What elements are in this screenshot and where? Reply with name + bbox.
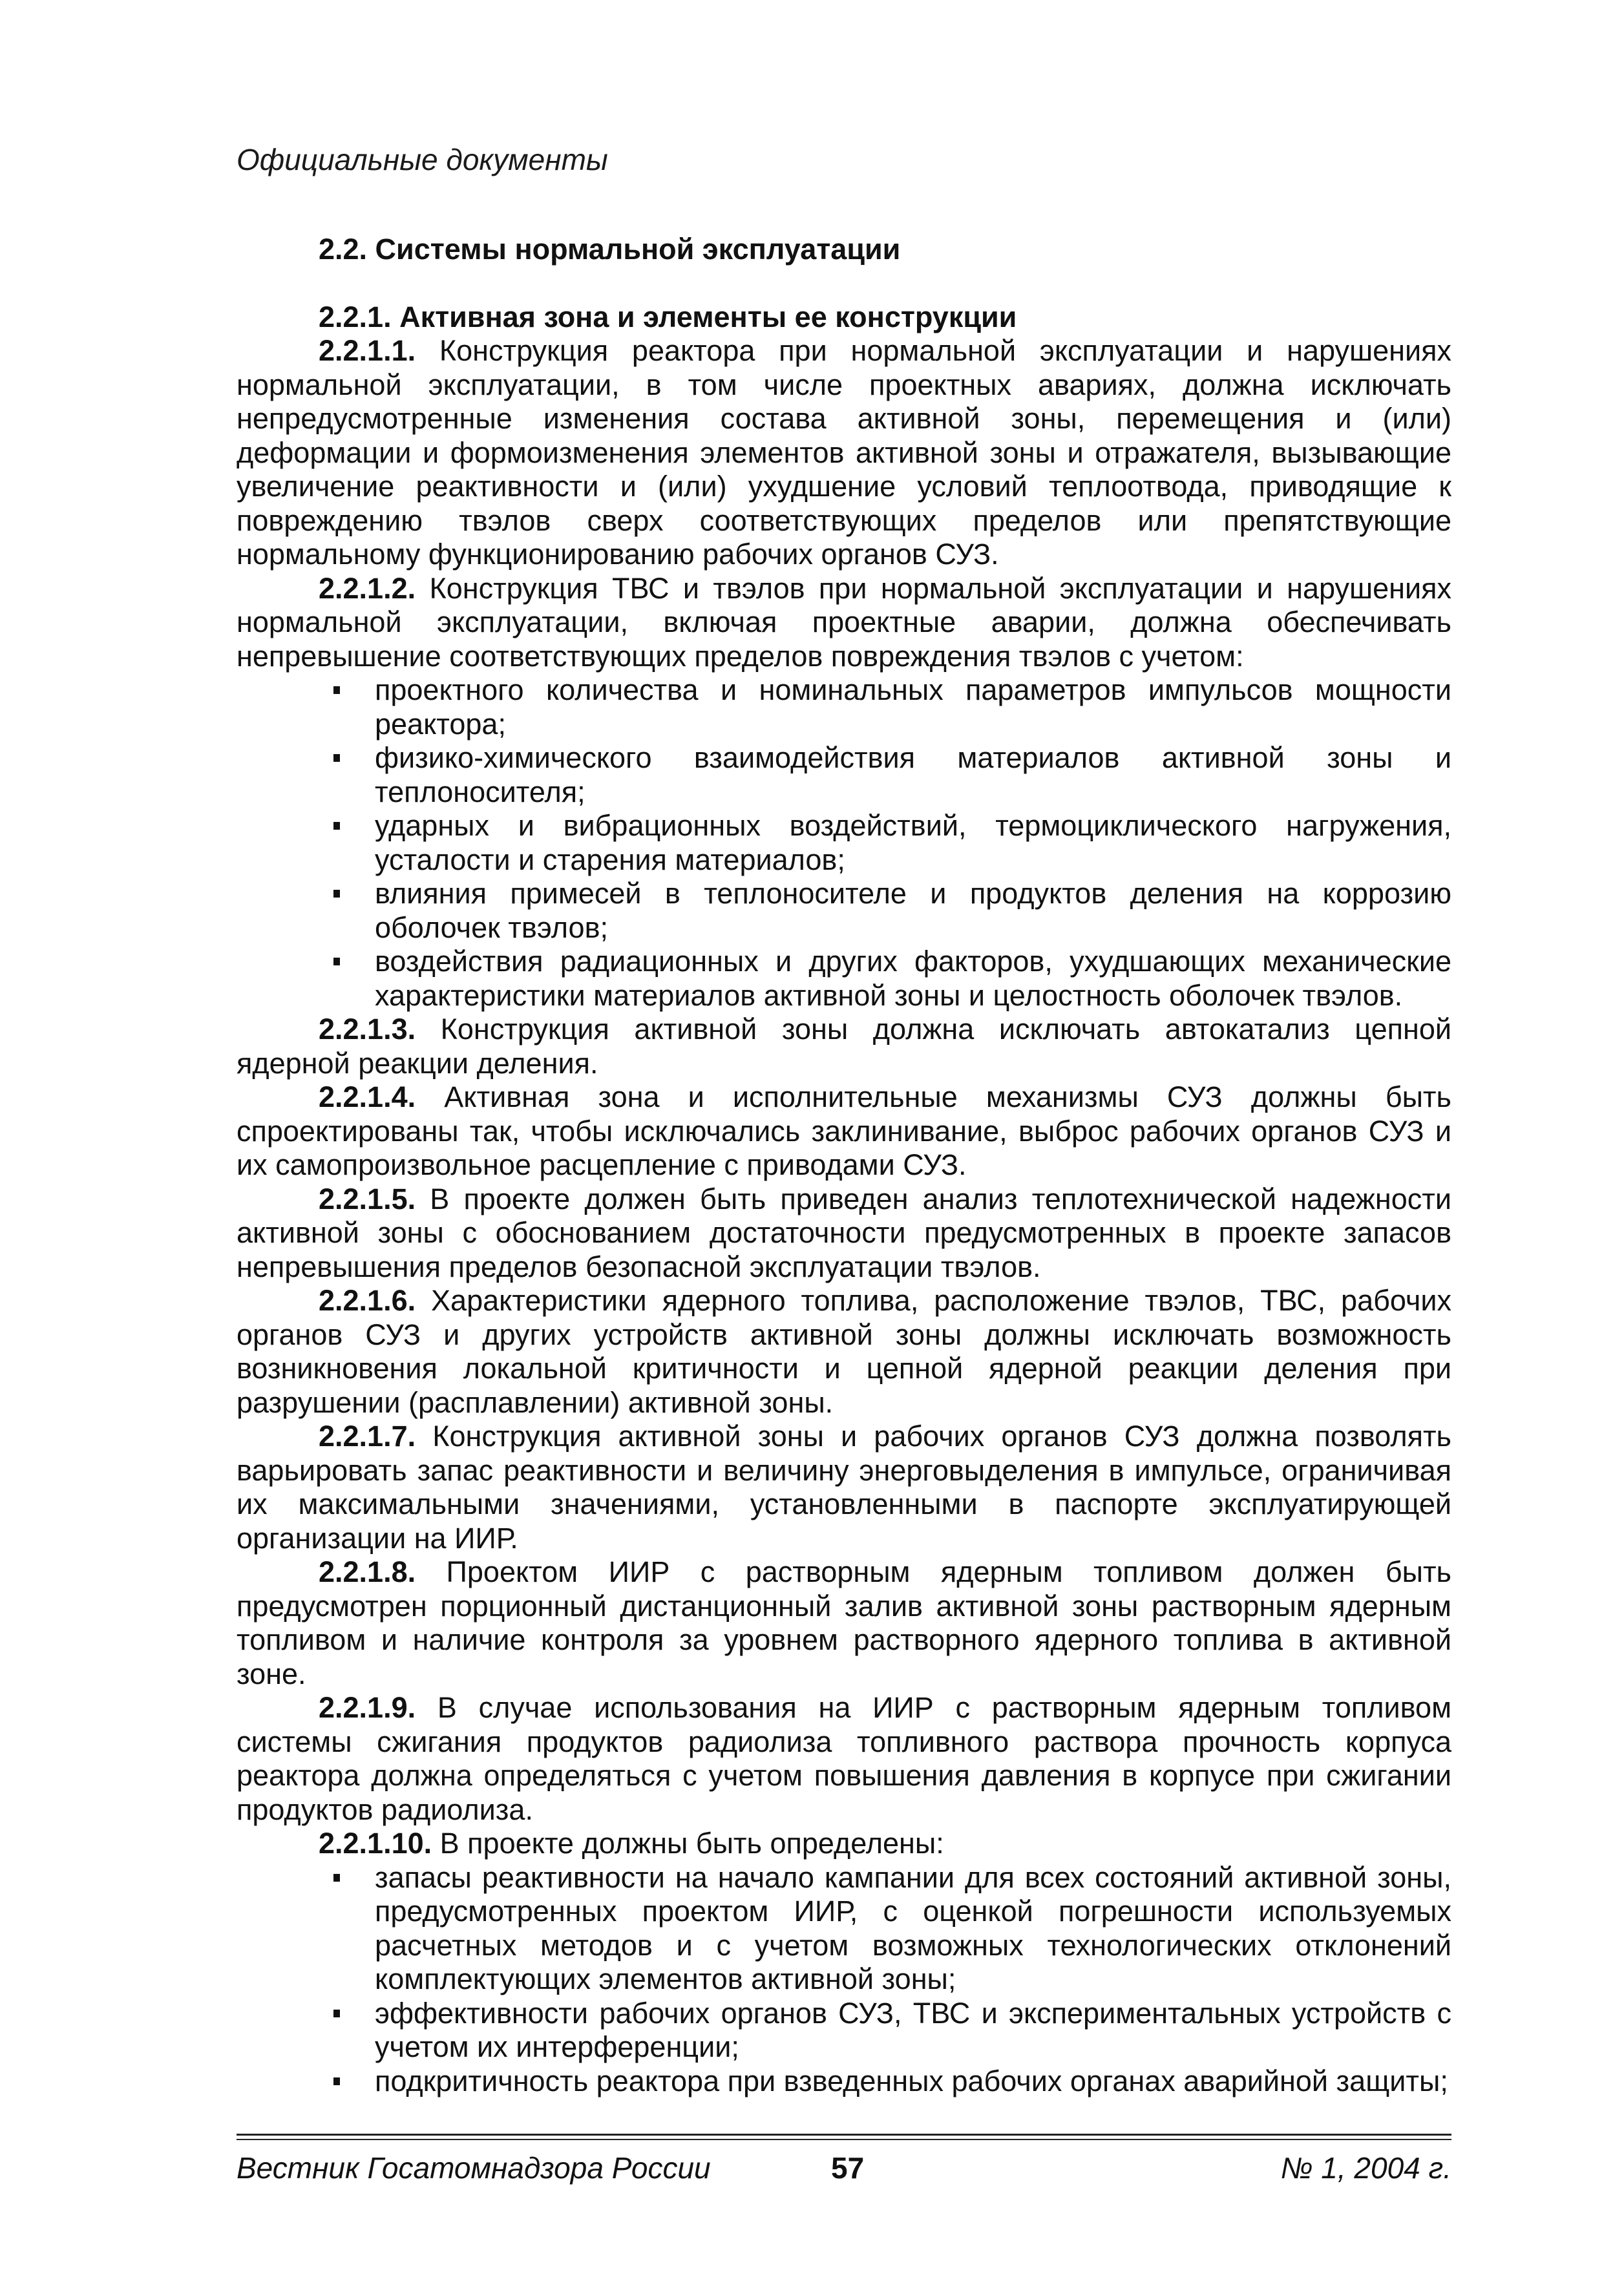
paragraph-number: 2.2.1.4. — [319, 1080, 416, 1113]
list-item: воздействия радиационных и других факторов, ухудшающих механические характеристики материалов активной зоны и целостность оболочек твэлов. — [237, 945, 1451, 1013]
paragraph-text: Конструкция активной зоны должна исключать автокатализ цепной ядерной реакции деления. — [237, 1013, 1451, 1080]
list-item: эффективности рабочих органов СУЗ, ТВС и экспериментальных устройств с учетом их интерференции; — [237, 1997, 1451, 2065]
bullet-icon — [333, 822, 340, 830]
footer-divider — [237, 2134, 1451, 2140]
paragraph-number: 2.2.1.8. — [319, 1555, 416, 1588]
bullet-icon — [333, 2010, 340, 2017]
list-item: запасы реактивности на начало кампании для всех состояний активной зоны, предусмотренных проектом ИИР, с оценкой погрешности используемых расчетных методов и с учетом возможных технологических отклонений комплектующих элементов активной зоны; — [237, 1861, 1451, 1997]
paragraph-number: 2.2.1.5. — [319, 1182, 416, 1215]
paragraph-number: 2.2.1.9. — [319, 1691, 416, 1724]
paragraph-2-2-1-3 — [237, 1013, 1451, 1080]
paragraph-2-2-1-10 — [237, 1827, 1451, 1861]
paragraph-2-2-1-1 — [237, 334, 1451, 572]
running-header: Официальные документы — [237, 143, 608, 176]
paragraph-text: Конструкция ТВС и твэлов при нормальной эксплуатации и нарушениях нормальной эксплуатации, включая проектные аварии, должна обеспечивать непревышение соответствующих пределов повреждения твэлов с учетом: — [237, 571, 1451, 673]
paragraph-2-2-1-5 — [237, 1183, 1451, 1285]
bullet-icon — [333, 890, 340, 898]
bullet-icon — [333, 958, 340, 965]
paragraph-text: Проектом ИИР с растворным ядерным топливом должен быть предусмотрен порционный дистанционный залив активной зоны растворным ядерным топливом и наличие контроля за уровнем растворного ядерного топлива в активной зоне. — [237, 1555, 1451, 1690]
paragraph-number: 2.2.1.3. — [319, 1013, 416, 1046]
paragraph-2-2-1-4 — [237, 1080, 1451, 1183]
paragraph-text: Характеристики ядерного топлива, расположение твэлов, ТВС, рабочих органов СУЗ и других устройств активной зоны должны исключать возможность возникновения локальной критичности и цепной ядерной реакции деления при разрушении (расплавлении) активной зоны. — [237, 1284, 1451, 1419]
paragraph-number: 2.2.1.6. — [319, 1284, 416, 1317]
paragraph-2-2-1-8 — [237, 1555, 1451, 1691]
paragraph-text: В проекте должен быть приведен анализ теплотехнической надежности активной зоны с обоснованием достаточности предусмотренных в проекте запасов непревышения пределов безопасной эксплуатации твэлов. — [237, 1182, 1451, 1283]
list-item: проектного количества и номинальных параметров импульсов мощности реактора; — [237, 673, 1451, 741]
issue-number: № 1, 2004 г. — [1280, 2151, 1451, 2185]
paragraph-2-2-1-2 — [237, 572, 1451, 674]
paragraph-text: Конструкция активной зоны и рабочих органов СУЗ должна позволять варьировать запас реактивности и величину энерговыделения в импульсе, ограничивая их максимальными значениями, установленными в паспорте эксплуатирующей организации на ИИР. — [237, 1420, 1451, 1555]
paragraph-text: Конструкция реактора при нормальной эксплуатации и нарушениях нормальной эксплуатации, в том числе проектных авариях, должна исключать непредусмотренные изменения состава активной зоны, перемещения и (или) деформации и формоизменения элементов активной зоны и отражателя, вызывающие увеличение реактивности и (или) ухудшение условий теплоотвода, приводящие к повреждению твэлов сверх соответствующих пределов или препятствующие нормальному функционированию рабочих органов СУЗ. — [237, 334, 1451, 571]
bullet-icon — [333, 686, 340, 694]
bullet-list-2-2-1-2 — [237, 673, 1451, 1013]
paragraph-text: В случае использования на ИИР с растворным ядерным топливом системы сжигания продуктов радиолиза топливного раствора прочность корпуса реактора должна определяться с учетом повышения давления в корпусе при сжигании продуктов радиолиза. — [237, 1691, 1451, 1826]
page-number: 57 — [831, 2151, 865, 2185]
paragraph-number: 2.2.1.1. — [319, 334, 416, 367]
bullet-icon — [333, 1874, 340, 1882]
paragraph-2-2-1-7 — [237, 1420, 1451, 1555]
journal-title: Вестник Госатомнадзора России — [237, 2151, 711, 2185]
paragraph-number: 2.2.1.2. — [319, 571, 416, 605]
bullet-icon — [333, 754, 340, 762]
bullet-icon — [333, 2077, 340, 2085]
page-footer — [237, 2150, 1451, 2189]
paragraph-2-2-1-9 — [237, 1691, 1451, 1827]
list-item: ударных и вибрационных воздействий, термоциклического нагружения, усталости и старения материалов; — [237, 809, 1451, 877]
paragraph-text: Активная зона и исполнительные механизмы СУЗ должны быть спроектированы так, чтобы исключались заклинивание, выброс рабочих органов СУЗ и их самопроизвольное расцепление с приводами СУЗ. — [237, 1080, 1451, 1181]
list-item: физико-химического взаимодействия материалов активной зоны и теплоносителя; — [237, 741, 1451, 809]
section-heading: 2.2. Системы нормальной эксплуатации — [319, 233, 901, 266]
page-content — [237, 233, 1451, 2098]
list-item: влияния примесей в теплоносителе и продуктов деления на коррозию оболочек твэлов; — [237, 877, 1451, 945]
paragraph-number: 2.2.1.10. — [319, 1827, 432, 1860]
subsection-heading: 2.2.1. Активная зона и элементы ее конструкции — [319, 300, 1017, 333]
bullet-list-2-2-1-10 — [237, 1861, 1451, 2099]
paragraph-number: 2.2.1.7. — [319, 1420, 416, 1453]
paragraph-text: В проекте должны быть определены: — [432, 1827, 944, 1860]
paragraph-2-2-1-6 — [237, 1284, 1451, 1420]
list-item: подкритичность реактора при взведенных рабочих органах аварийной защиты; — [237, 2065, 1451, 2099]
